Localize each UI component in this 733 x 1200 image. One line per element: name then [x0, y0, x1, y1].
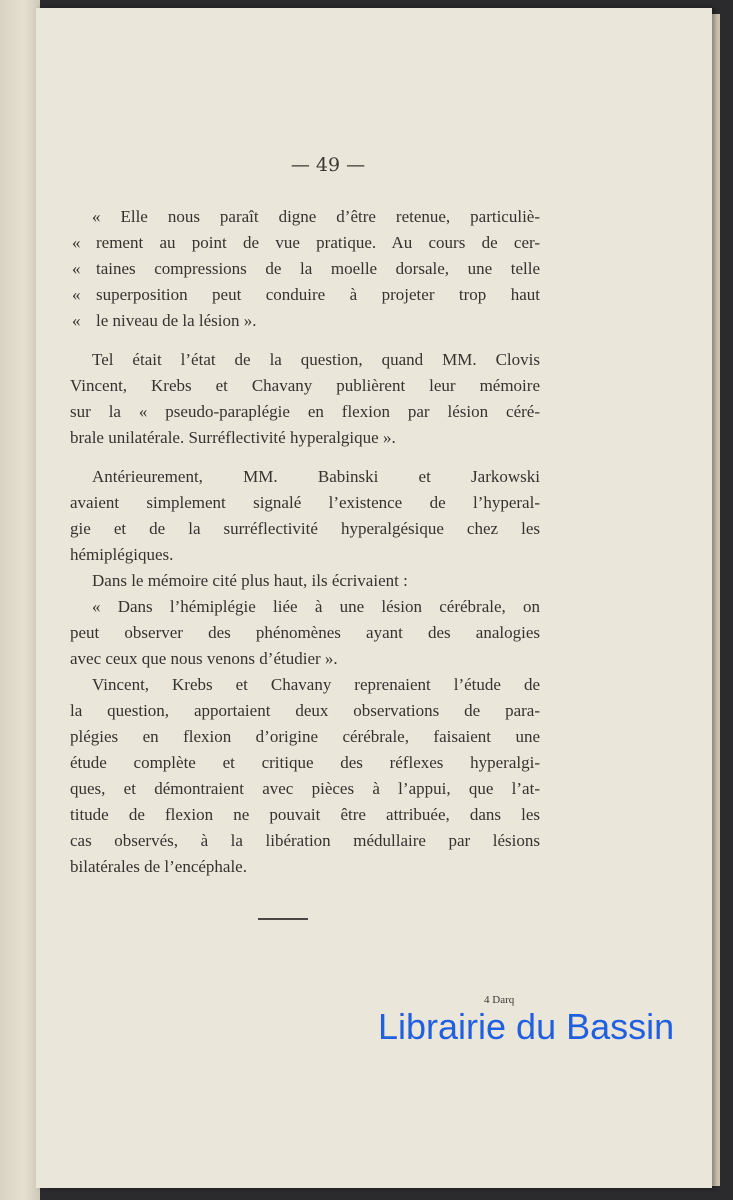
- text-line: étude complète et critique des réflexes hyperalgi-: [70, 753, 540, 772]
- quote-mark: «: [72, 311, 81, 330]
- text-line: Vincent, Krebs et Chavany publièrent leur mémoire: [70, 376, 540, 395]
- text-line: plégies en flexion d’origine cérébrale, faisaient une: [70, 727, 540, 746]
- text-line: Vincent, Krebs et Chavany reprenaient l’étude de: [92, 675, 540, 694]
- text-line: Dans le mémoire cité plus haut, ils écrivaient :: [92, 571, 408, 590]
- text-line: ques, et démontraient avec pièces à l’appui, que l’at-: [70, 779, 540, 798]
- text-line-content: le niveau de la lésion ».: [96, 311, 257, 330]
- text-line: [70, 308, 540, 334]
- text-line: [70, 282, 540, 308]
- text-line: avaient simplement signalé l’existence de l’hyperal-: [70, 493, 540, 512]
- text-line: Antérieurement, MM. Babinski et Jarkowski: [92, 467, 540, 486]
- text-line: [70, 230, 540, 256]
- text-line: avec ceux que nous venons d’étudier ».: [70, 649, 338, 668]
- paragraph-quote: [70, 204, 540, 334]
- text-line: brale unilatérale. Surréflectivité hyperalgique ».: [70, 428, 396, 447]
- section-separator: [258, 918, 308, 920]
- paragraph-quote: [70, 594, 540, 672]
- text-line-content: superposition peut conduire à projeter trop haut: [96, 285, 540, 304]
- printer-signature: 4 Darq: [484, 994, 515, 1006]
- paragraph: [70, 347, 540, 451]
- paragraph: [70, 672, 540, 880]
- book-page: [36, 8, 712, 1188]
- quote-mark: «: [72, 233, 81, 252]
- text-line: titude de flexion ne pouvait être attribuée, dans les: [70, 805, 540, 824]
- page-number: — 49 —: [290, 154, 366, 176]
- text-line-content: taines compressions de la moelle dorsale, une telle: [96, 259, 540, 278]
- text-line: hémiplégiques.: [70, 545, 174, 564]
- text-line: la question, apportaient deux observations de para-: [70, 701, 540, 720]
- quote-mark: «: [72, 285, 81, 304]
- watermark: Librairie du Bassin: [378, 1006, 675, 1047]
- text-line: [70, 256, 540, 282]
- paragraph: [70, 464, 540, 568]
- text-line: gie et de la surréflectivité hyperalgésique chez les: [70, 519, 540, 538]
- facing-page-edge: [0, 0, 40, 1200]
- body-text: [70, 204, 540, 880]
- text-line: cas observés, à la libération médullaire par lésions: [70, 831, 540, 850]
- text-line-content: rement au point de vue pratique. Au cours de cer-: [96, 233, 540, 252]
- quote-mark: «: [72, 259, 81, 278]
- text-line: sur la « pseudo-paraplégie en flexion par lésion céré-: [70, 402, 540, 421]
- text-line: peut observer des phénomènes ayant des analogies: [70, 623, 540, 642]
- text-line: « Elle nous paraît digne d’être retenue, particuliè-: [92, 207, 540, 226]
- text-line: Tel était l’état de la question, quand MM. Clovis: [92, 350, 540, 369]
- text-line: « Dans l’hémiplégie liée à une lésion cérébrale, on: [92, 597, 540, 616]
- text-line: bilatérales de l’encéphale.: [70, 857, 247, 876]
- paragraph: [70, 568, 540, 594]
